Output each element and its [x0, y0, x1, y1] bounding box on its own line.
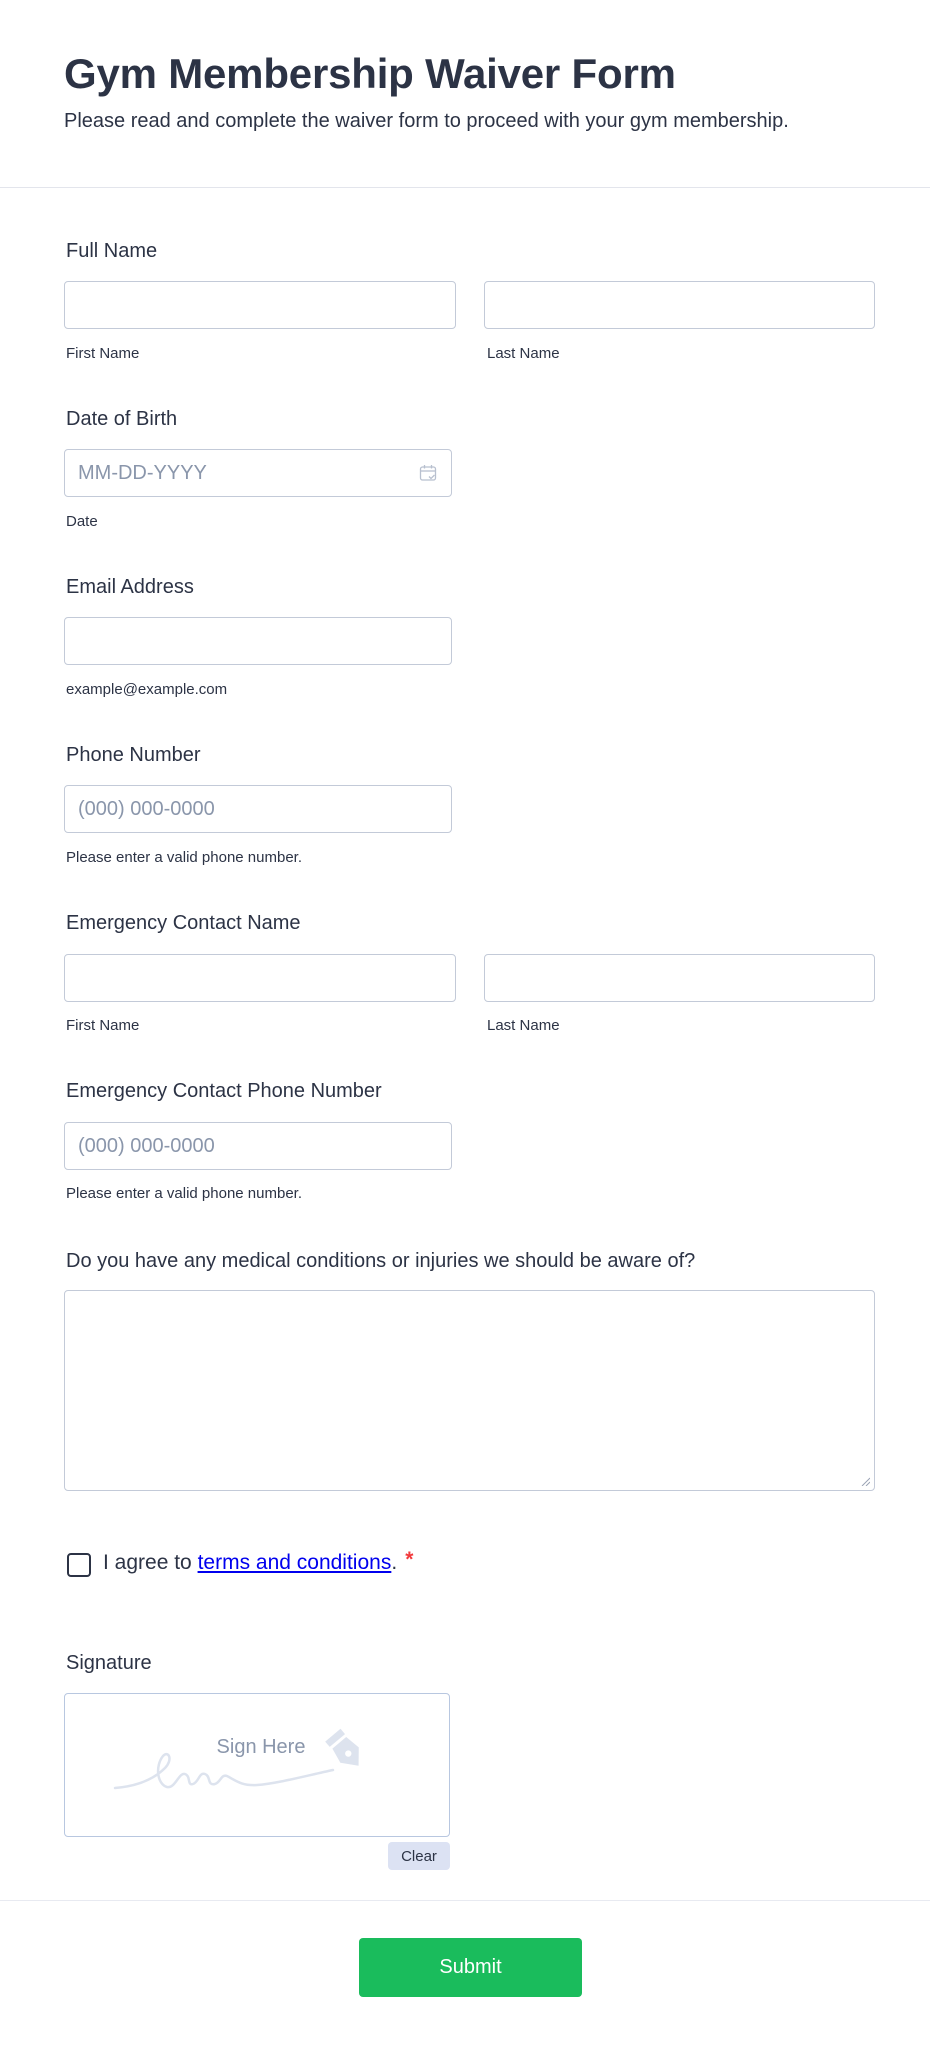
first-name-sublabel: First Name: [66, 345, 140, 362]
signature-label: Signature: [66, 1652, 152, 1674]
emergency-first-name-input[interactable]: [64, 954, 456, 1002]
page-title: Gym Membership Waiver Form: [64, 50, 676, 97]
last-name-input[interactable]: [484, 281, 875, 329]
terms-suffix: .: [391, 1551, 398, 1574]
required-asterisk: *: [405, 1548, 414, 1571]
email-label: Email Address: [66, 576, 194, 598]
medical-textarea[interactable]: [64, 1290, 875, 1491]
emergency-first-name-sublabel: First Name: [66, 1017, 140, 1034]
form-header: [0, 0, 930, 188]
calendar-icon[interactable]: [419, 464, 437, 482]
terms-label: [103, 1548, 414, 1575]
last-name-sublabel: Last Name: [487, 345, 560, 362]
emergency-last-name-sublabel: Last Name: [487, 1017, 560, 1034]
terms-checkbox[interactable]: [67, 1553, 91, 1577]
signature-pen-icon: [65, 1694, 451, 1838]
medical-label: Do you have any medical conditions or injuries we should be aware of?: [66, 1250, 696, 1272]
footer-divider: [0, 1900, 930, 1901]
signature-pad[interactable]: [64, 1693, 450, 1837]
dob-label: Date of Birth: [66, 408, 178, 430]
submit-button[interactable]: Submit: [359, 1938, 582, 1997]
terms-link[interactable]: terms and conditions: [197, 1551, 392, 1574]
dob-sublabel: Date: [66, 513, 98, 530]
full-name-label: Full Name: [66, 240, 158, 262]
emergency-phone-label: Emergency Contact Phone Number: [66, 1080, 382, 1102]
dob-input[interactable]: [64, 449, 452, 497]
emergency-phone-input[interactable]: [64, 1122, 452, 1170]
first-name-input[interactable]: [64, 281, 456, 329]
signature-placeholder: Sign Here: [216, 1736, 306, 1758]
resize-grip-icon[interactable]: [860, 1476, 870, 1486]
clear-signature-button[interactable]: Clear: [388, 1842, 450, 1870]
page-subtitle: Please read and complete the waiver form to proceed with your gym membership.: [64, 110, 789, 132]
phone-sublabel: Please enter a valid phone number.: [66, 849, 302, 866]
emergency-phone-sublabel: Please enter a valid phone number.: [66, 1185, 302, 1202]
emergency-name-label: Emergency Contact Name: [66, 912, 301, 934]
emergency-last-name-input[interactable]: [484, 954, 875, 1002]
terms-prefix: I agree to: [103, 1551, 198, 1574]
phone-label: Phone Number: [66, 744, 201, 766]
email-input[interactable]: [64, 617, 452, 665]
email-sublabel: example@example.com: [66, 681, 228, 698]
phone-input[interactable]: [64, 785, 452, 833]
